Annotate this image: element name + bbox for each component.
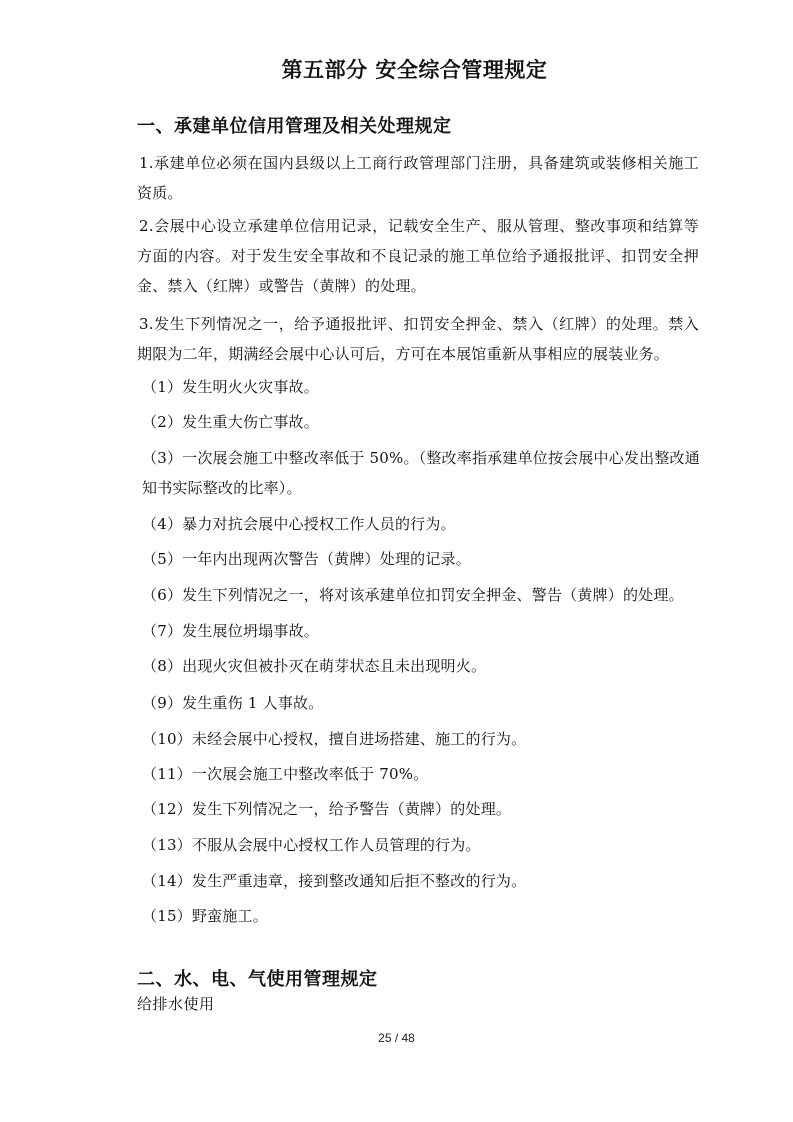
list-item-12: （12）发生下列情况之一，给予警告（黄牌）的处理。 [142, 800, 512, 818]
list-item-6: （6）发生下列情况之一，将对该承建单位扣罚安全押金、警告（黄牌）的处理。 [142, 586, 684, 604]
list-item-7: （7）发生展位坍塌事故。 [142, 622, 319, 640]
section-heading-1: 一、承建单位信用管理及相关处理规定 [137, 116, 452, 137]
list-item-13: （13）不服从会展中心授权工作人员管理的行为。 [142, 836, 481, 854]
list-item-15: （15）野蛮施工。 [142, 907, 268, 925]
paragraph-2: 2.会展中心设立承建单位信用记录，记载安全生产、服从管理、整改事项和结算等方面的内容。对于发生安全事故和不良记录的施工单位给予通报批评、扣罚安全押金、禁入（红牌）或警告（黄牌）的处理。 [137, 217, 699, 295]
page-number: 25 / 48 [378, 1031, 415, 1045]
section-heading-2: 二、水、电、气使用管理规定 [137, 969, 378, 990]
list-item-9: （9）发生重伤 1 人事故。 [142, 694, 324, 712]
paragraph-3: 3.发生下列情况之一，给予通报批评、扣罚安全押金、禁入（红牌）的处理。禁入期限为二年，期满经会展中心认可后，方可在本展馆重新从事相应的展装业务。 [137, 315, 699, 363]
list-item-3: （3）一次展会施工中整改率低于 50%。（整改率指承建单位按会展中心发出整改通知书实际整改的比率）。 [142, 449, 700, 497]
list-item-1: （1）发生明火火灾事故。 [142, 378, 319, 396]
page-title: 第五部分 安全综合管理规定 [281, 57, 548, 82]
list-item-4: （4）暴力对抗会展中心授权工作人员的行为。 [142, 515, 456, 533]
list-item-11: （11）一次展会施工中整改率低于 70%。 [142, 765, 429, 783]
subsection-label: 给排水使用 [137, 995, 215, 1013]
list-item-8: （8）出现火灾但被扑灭在萌芽状态且未出现明火。 [142, 657, 487, 675]
paragraph-1: 1.承建单位必须在国内县级以上工商行政管理部门注册，具备建筑或装修相关施工资质。 [137, 154, 699, 202]
list-item-10: （10）未经会展中心授权，擅自进场搭建、施工的行为。 [142, 730, 527, 748]
list-item-2: （2）发生重大伤亡事故。 [142, 413, 319, 431]
list-item-5: （5）一年内出现两次警告（黄牌）处理的记录。 [142, 550, 471, 568]
list-item-14: （14）发生严重违章，接到整改通知后拒不整改的行为。 [142, 872, 527, 890]
